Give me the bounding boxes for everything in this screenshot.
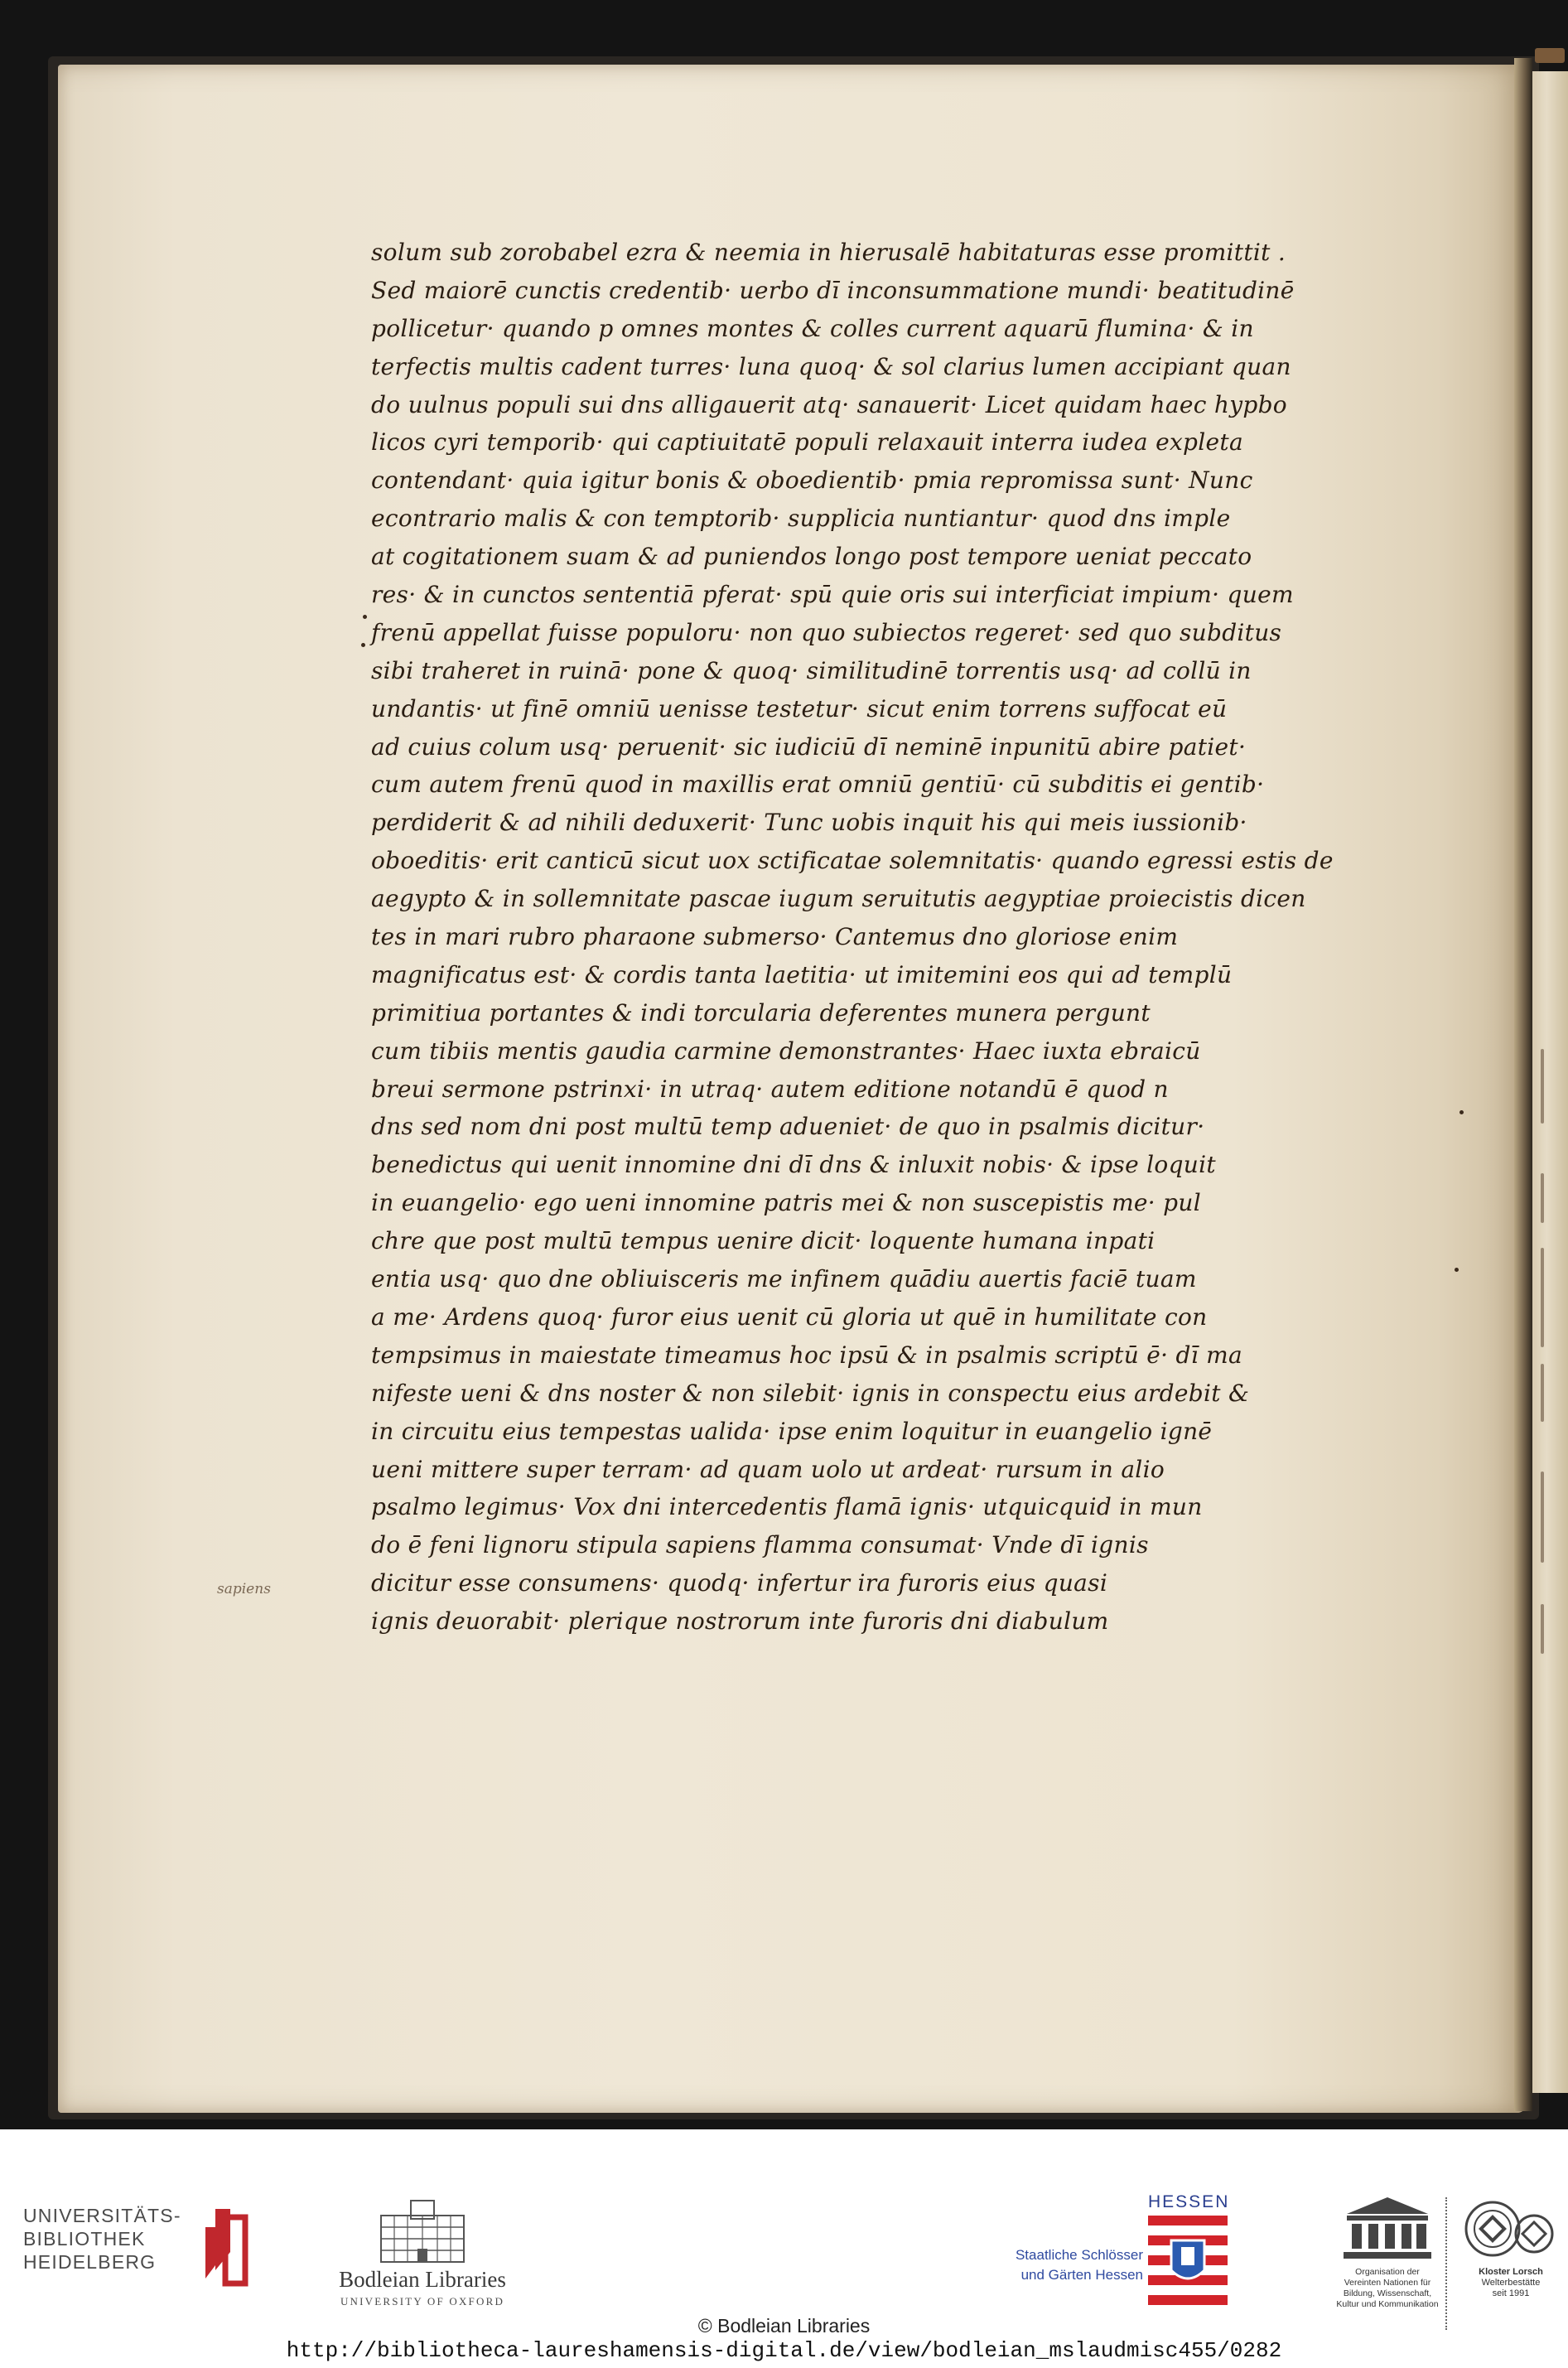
page-url[interactable]: http://bibliotheca-laureshamensis-digital.de/view/bodleian_mslaudmisc455/0282: [286, 2338, 1282, 2363]
heidelberg-line-2: BIBLIOTHEK: [23, 2228, 146, 2250]
manuscript-line: breui sermone pstrinxi· in utraq· autem editione notandū ē quod n: [371, 1075, 1169, 1103]
binding-gutter: [1514, 58, 1532, 2111]
manuscript-line: oboeditis· erit canticū sicut uox sctificatae solemnitatis· quando egressi estis de: [371, 847, 1334, 875]
unesco-caption: [1325, 2267, 1450, 2310]
manuscript-line: psalmo legimus· Vox dni intercedentis flamā ignis· utquicquid in mun: [371, 1493, 1203, 1521]
lorsch-title: Kloster Lorsch: [1479, 2267, 1543, 2277]
manuscript-line: solum sub zorobabel ezra & neemia in hierusalē habitaturas esse promittit .: [371, 239, 1286, 266]
hessen-line-1: Staatliche Schlösser: [1015, 2247, 1143, 2263]
manuscript-line: in euangelio· ego ueni innomine patris mei & non suscepistis me· pul: [371, 1189, 1201, 1217]
manuscript-line: frenū appellat fuisse populoru· non quo subiectos regeret· sed quo subditus: [371, 618, 1282, 646]
manuscript-line: ueni mittere super terram· ad quam uolo ut ardeat· rursum in alio: [371, 1455, 1165, 1483]
manuscript-line: aegypto & in sollemnitate pascae iugum seruitutis aegyptiae proiecistis dicen: [371, 885, 1306, 913]
manuscript-line: magnificatus est· & cordis tanta laetitia· ut imitemini eos qui ad templū: [371, 960, 1233, 988]
binding-clip: [1535, 48, 1565, 63]
manuscript-line: ad cuius colum usq· peruenit· sic iudiciū dī neminē inpunitū abire patiet·: [371, 732, 1247, 761]
logo-divider: [1445, 2197, 1447, 2330]
ink-fragment: [1541, 1364, 1544, 1422]
hessen-line-2: und Gärten Hessen: [1020, 2267, 1143, 2283]
next-leaf-edge: [1532, 71, 1568, 2093]
unesco-line-3: Bildung, Wissenschaft,: [1343, 2288, 1432, 2298]
manuscript-line: entia usq· quo dne obliuisceris me infinem quādiu auertis faciē tuam: [371, 1265, 1197, 1293]
ink-fragment: [1541, 1173, 1544, 1223]
manuscript-line: benedictus qui uenit innomine dni dī dns & inluxit nobis· & ipse loquit: [371, 1151, 1216, 1179]
manuscript-line: nifeste ueni & dns noster & non silebit· ignis in conspectu eius ardebit &: [371, 1379, 1250, 1407]
manuscript-text: [371, 234, 1419, 1641]
manuscript-line: perdiderit & ad nihili deduxerit· Tunc uobis inquit his qui meis iussionib·: [371, 809, 1247, 837]
world-heritage-emblem-icon: [1464, 2196, 1556, 2262]
manuscript-line: undantis· ut finē omniū uenisse testetur· sicut enim torrens suffocat eū: [371, 694, 1228, 722]
hessen-flag-icon: [1148, 2216, 1228, 2308]
manuscript-line: do ē feni lignoru stipula sapiens flamma consumat· Vnde dī ignis: [371, 1531, 1149, 1559]
bodleian-subtitle: UNIVERSITY OF OXFORD: [340, 2295, 505, 2308]
heidelberg-logo[interactable]: [23, 2204, 263, 2295]
manuscript-line: sibi traheret in ruinā· pone & quoq· similitudinē torrentis usq· ad collū in: [371, 656, 1252, 684]
hessen-logo[interactable]: [994, 2192, 1242, 2317]
lorsch-line-1: Welterbestätte: [1481, 2278, 1541, 2288]
manuscript-line: Sed maiorē cunctis credentib· uerbo dī inconsummatione mundi· beatitudinē: [371, 276, 1295, 304]
copyright-notice: © Bodleian Libraries: [697, 2315, 871, 2337]
unesco-line-1: Organisation der: [1355, 2267, 1420, 2277]
margin-mark: [1455, 1268, 1459, 1272]
ink-fragment: [1541, 1248, 1544, 1347]
margin-mark: [363, 615, 367, 619]
manuscript-line: dicitur esse consumens· quodq· infertur ira furoris eius quasi: [371, 1569, 1108, 1597]
manuscript-line: primitiua portantes & indi torcularia deferentes munera pergunt: [371, 998, 1151, 1027]
heidelberg-line-3: HEIDELBERG: [23, 2251, 157, 2273]
lorsch-caption: [1456, 2267, 1566, 2299]
bodleian-building-icon: [376, 2199, 469, 2264]
unesco-line-4: Kultur und Kommunikation: [1336, 2299, 1439, 2309]
manuscript-line: cum tibiis mentis gaudia carmine demonstrantes· Haec iuxta ebraicū: [371, 1037, 1201, 1065]
manuscript-line: do uulnus populi sui dns alligauerit atq· sanauerit· Licet quidam haec hypbo: [371, 390, 1287, 418]
margin-mark: [1459, 1110, 1464, 1114]
ink-fragment: [1541, 1604, 1544, 1654]
manuscript-line: econtrario malis & con temptorib· supplicia nuntiantur· quod dns imple: [371, 505, 1231, 533]
manuscript-line: tempsimus in maiestate timeamus hoc ipsū & in psalmis scriptū ē· dī ma: [371, 1341, 1243, 1369]
manuscript-line: tes in mari rubro pharaone submerso· Cantemus dno gloriose enim: [371, 923, 1179, 951]
manuscript-line: at cogitationem suam & ad puniendos longo post tempore ueniat peccato: [371, 543, 1252, 571]
manuscript-line: res· & in cunctos sententiā pferat· spū quie oris sui interficiat impium· quem: [371, 581, 1294, 609]
hessen-title: HESSEN: [1148, 2192, 1230, 2211]
manuscript-line: pollicetur· quando p omnes montes & colles current aquarū flumina· & in: [371, 314, 1254, 342]
manuscript-line: dns sed nom dni post multū temp adueniet· de quo in psalmis dicitur·: [371, 1113, 1205, 1141]
manuscript-line: terfectis multis cadent turres· luna quoq· & sol clarius lumen accipiant quan: [371, 352, 1291, 380]
ink-fragment: [1541, 1472, 1544, 1563]
manuscript-line: ignis deuorabit· plerique nostrorum inte furoris dni diabulum: [371, 1607, 1109, 1636]
heidelberg-emblem-icon: [187, 2204, 262, 2287]
manuscript-line: a me· Ardens quoq· furor eius uenit cū gloria ut quē in humilitate con: [371, 1302, 1208, 1331]
lorsch-line-2: seit 1991: [1492, 2288, 1530, 2298]
heidelberg-wordmark: [23, 2204, 181, 2274]
manuscript-line: contendant· quia igitur bonis & oboedientib· pmia repromissa sunt· Nunc: [371, 466, 1253, 495]
margin-mark: [361, 643, 365, 647]
manuscript-line: cum autem frenū quod in maxillis erat omniū gentiū· cū subditis ei gentib·: [371, 771, 1265, 799]
manuscript-line: in circuitu eius tempestas ualida· ipse enim loquitur in euangelio ignē: [371, 1417, 1213, 1445]
unesco-line-2: Vereinten Nationen für: [1344, 2278, 1431, 2288]
unesco-temple-icon: [1340, 2196, 1435, 2262]
bodleian-logo[interactable]: [323, 2199, 522, 2307]
heidelberg-line-1: UNIVERSITÄTS-: [23, 2205, 181, 2226]
marginal-note: sapiens: [217, 1581, 271, 1597]
bodleian-name: Bodleian Libraries: [339, 2267, 506, 2292]
footer: [0, 2129, 1568, 2368]
ink-fragment: [1541, 1049, 1544, 1124]
manuscript-line: chre que post multū tempus uenire dicit· loquente humana inpati: [371, 1227, 1155, 1255]
manuscript-line: licos cyri temporib· qui captiuitatē populi relaxauit interra iudea expleta: [371, 428, 1243, 457]
